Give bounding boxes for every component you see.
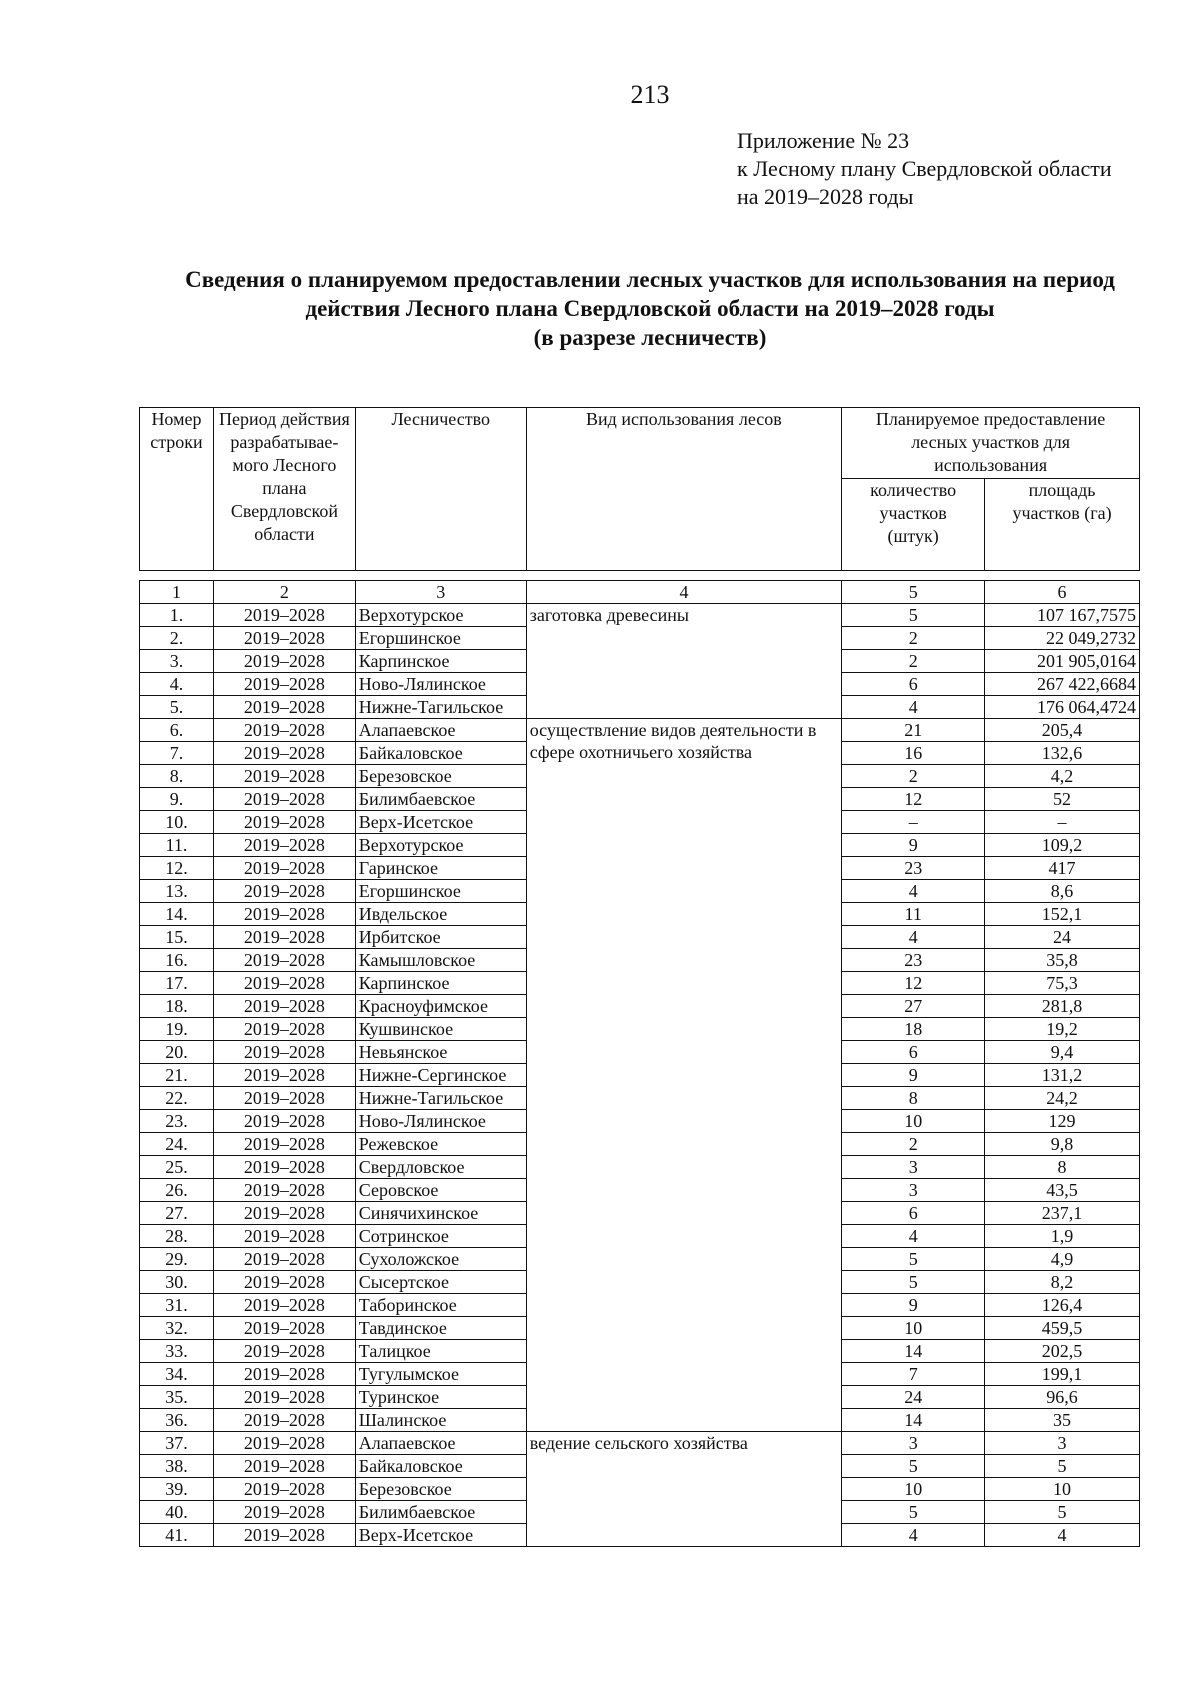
row-number-cell: 14. [140,903,214,926]
area-cell: 5 [985,1455,1140,1478]
period-cell: 2019–2028 [213,1432,355,1455]
period-cell: 2019–2028 [213,1087,355,1110]
count-cell: 5 [842,1271,985,1294]
area-cell: 8,6 [985,880,1140,903]
row-number-cell: 7. [140,742,214,765]
period-cell: 2019–2028 [213,880,355,903]
area-cell: 4,9 [985,1248,1140,1271]
count-cell: 5 [842,1248,985,1271]
forestry-cell: Таборинское [355,1294,526,1317]
row-number-cell: 40. [140,1501,214,1524]
row-number-cell: 35. [140,1386,214,1409]
row-number-cell: 29. [140,1248,214,1271]
header-area: площадь участков (га) [985,479,1140,571]
forestry-cell: Ивдельское [355,903,526,926]
count-cell: 14 [842,1340,985,1363]
table-row [140,604,1140,627]
period-cell: 2019–2028 [213,1524,355,1547]
row-number-cell: 17. [140,972,214,995]
forestry-cell: Карпинское [355,650,526,673]
area-cell: 107 167,7575 [985,604,1140,627]
count-cell: 3 [842,1156,985,1179]
area-cell: 52 [985,788,1140,811]
forestry-cell: Верхотурское [355,604,526,627]
row-number-cell: 12. [140,857,214,880]
row-number-cell: 13. [140,880,214,903]
data-table [139,580,1140,1547]
area-cell: 126,4 [985,1294,1140,1317]
appendix-note [737,127,1112,211]
row-number-cell: 38. [140,1455,214,1478]
count-cell: 6 [842,1041,985,1064]
appendix-line-1: Приложение № 23 [737,128,910,153]
count-cell: 9 [842,1294,985,1317]
row-number-cell: 32. [140,1317,214,1340]
area-cell: 10 [985,1478,1140,1501]
forestry-cell: Серовское [355,1179,526,1202]
forestry-cell: Тавдинское [355,1317,526,1340]
row-number-cell: 34. [140,1363,214,1386]
count-cell: 2 [842,765,985,788]
area-cell: 8,2 [985,1271,1140,1294]
period-cell: 2019–2028 [213,1363,355,1386]
forestry-cell: Карпинское [355,972,526,995]
row-number-cell: 23. [140,1110,214,1133]
count-cell: 14 [842,1409,985,1432]
area-cell: 131,2 [985,1064,1140,1087]
area-cell: 19,2 [985,1018,1140,1041]
count-cell: 4 [842,926,985,949]
count-cell: 23 [842,857,985,880]
area-cell: – [985,811,1140,834]
column-number: 6 [985,581,1140,604]
forestry-cell: Талицкое [355,1340,526,1363]
forestry-cell: Кушвинское [355,1018,526,1041]
forestry-cell: Байкаловское [355,1455,526,1478]
header-row-number: Номер строки [140,408,214,571]
row-number-cell: 20. [140,1041,214,1064]
forestry-cell: Сотринское [355,1225,526,1248]
area-cell: 4 [985,1524,1140,1547]
period-cell: 2019–2028 [213,1041,355,1064]
area-cell: 22 049,2732 [985,627,1140,650]
count-cell: 11 [842,903,985,926]
period-cell: 2019–2028 [213,1179,355,1202]
count-cell: 4 [842,1524,985,1547]
count-cell: 23 [842,949,985,972]
forestry-cell: Березовское [355,1478,526,1501]
area-cell: 201 905,0164 [985,650,1140,673]
forestry-cell: Нижне-Тагильское [355,1087,526,1110]
row-number-cell: 11. [140,834,214,857]
row-number-cell: 28. [140,1225,214,1248]
forestry-cell: Шалинское [355,1409,526,1432]
count-cell: 9 [842,834,985,857]
row-number-cell: 33. [140,1340,214,1363]
forestry-cell: Красноуфимское [355,995,526,1018]
period-cell: 2019–2028 [213,1340,355,1363]
period-cell: 2019–2028 [213,1225,355,1248]
header-planned: Планируемое предоставление лесных участков для использования [842,408,1140,479]
forestry-cell: Верх-Исетское [355,811,526,834]
row-number-cell: 26. [140,1179,214,1202]
area-cell: 35,8 [985,949,1140,972]
row-number-cell: 3. [140,650,214,673]
table-body [140,581,1140,1547]
row-number-cell: 1. [140,604,214,627]
row-number-cell: 4. [140,673,214,696]
period-cell: 2019–2028 [213,811,355,834]
row-number-cell: 21. [140,1064,214,1087]
area-cell: 5 [985,1501,1140,1524]
usage-type-cell: заготовка древесины [526,604,842,719]
period-cell: 2019–2028 [213,1202,355,1225]
forestry-cell: Гаринское [355,857,526,880]
area-cell: 281,8 [985,995,1140,1018]
count-cell: 3 [842,1432,985,1455]
count-cell: – [842,811,985,834]
period-cell: 2019–2028 [213,857,355,880]
period-cell: 2019–2028 [213,788,355,811]
row-number-cell: 19. [140,1018,214,1041]
title-line-3: (в разрезе лесничеств) [533,325,767,350]
count-cell: 16 [842,742,985,765]
forestry-cell: Верх-Исетское [355,1524,526,1547]
forestry-cell: Егоршинское [355,627,526,650]
area-cell: 35 [985,1409,1140,1432]
column-number: 3 [355,581,526,604]
area-cell: 75,3 [985,972,1140,995]
forestry-cell: Сухоложское [355,1248,526,1271]
column-number: 2 [213,581,355,604]
period-cell: 2019–2028 [213,1478,355,1501]
row-number-cell: 37. [140,1432,214,1455]
forestry-cell: Режевское [355,1133,526,1156]
period-cell: 2019–2028 [213,1386,355,1409]
row-number-cell: 18. [140,995,214,1018]
area-cell: 132,6 [985,742,1140,765]
period-cell: 2019–2028 [213,1409,355,1432]
area-cell: 1,9 [985,1225,1140,1248]
area-cell: 176 064,4724 [985,696,1140,719]
appendix-line-3: на 2019–2028 годы [737,184,914,209]
document-title [150,265,1150,352]
period-cell: 2019–2028 [213,719,355,742]
row-number-cell: 31. [140,1294,214,1317]
header-forestry: Лесничество [355,408,526,571]
table-row [140,719,1140,742]
area-cell: 267 422,6684 [985,673,1140,696]
appendix-line-2: к Лесному плану Свердловской области [737,156,1112,181]
period-cell: 2019–2028 [213,1064,355,1087]
period-cell: 2019–2028 [213,995,355,1018]
count-cell: 5 [842,1455,985,1478]
row-number-cell: 15. [140,926,214,949]
period-cell: 2019–2028 [213,1133,355,1156]
usage-type-cell: осуществление видов деятельности в сфере охотничьего хозяйства [526,719,842,1432]
area-cell: 24,2 [985,1087,1140,1110]
count-cell: 9 [842,1064,985,1087]
forestry-cell: Синячихинское [355,1202,526,1225]
table-row [140,1432,1140,1455]
forestry-cell: Невьянское [355,1041,526,1064]
count-cell: 24 [842,1386,985,1409]
forestry-cell: Ново-Лялинское [355,673,526,696]
count-cell: 18 [842,1018,985,1041]
count-cell: 4 [842,880,985,903]
count-cell: 6 [842,1202,985,1225]
count-cell: 7 [842,1363,985,1386]
table-header [139,407,1140,571]
usage-type-cell: ведение сельского хозяйства [526,1432,842,1547]
forestry-cell: Туринское [355,1386,526,1409]
column-number: 5 [842,581,985,604]
header-count: количество участков (штук) [842,479,985,571]
count-cell: 10 [842,1478,985,1501]
area-cell: 459,5 [985,1317,1140,1340]
period-cell: 2019–2028 [213,1271,355,1294]
header-usage-type: Вид использования лесов [526,408,842,571]
forestry-cell: Свердловское [355,1156,526,1179]
row-number-cell: 9. [140,788,214,811]
period-cell: 2019–2028 [213,903,355,926]
count-cell: 10 [842,1317,985,1340]
area-cell: 129 [985,1110,1140,1133]
column-number: 4 [526,581,842,604]
period-cell: 2019–2028 [213,696,355,719]
row-number-cell: 5. [140,696,214,719]
area-cell: 237,1 [985,1202,1140,1225]
count-cell: 2 [842,1133,985,1156]
count-cell: 6 [842,673,985,696]
row-number-cell: 27. [140,1202,214,1225]
count-cell: 12 [842,788,985,811]
forestry-cell: Ирбитское [355,926,526,949]
count-cell: 4 [842,1225,985,1248]
period-cell: 2019–2028 [213,650,355,673]
area-cell: 202,5 [985,1340,1140,1363]
area-cell: 4,2 [985,765,1140,788]
forestry-cell: Березовское [355,765,526,788]
period-cell: 2019–2028 [213,673,355,696]
period-cell: 2019–2028 [213,765,355,788]
row-number-cell: 39. [140,1478,214,1501]
count-cell: 3 [842,1179,985,1202]
forestry-cell: Сысертское [355,1271,526,1294]
count-cell: 2 [842,627,985,650]
row-number-cell: 30. [140,1271,214,1294]
period-cell: 2019–2028 [213,1501,355,1524]
area-cell: 9,4 [985,1041,1140,1064]
row-number-cell: 6. [140,719,214,742]
area-cell: 205,4 [985,719,1140,742]
period-cell: 2019–2028 [213,1317,355,1340]
row-number-cell: 10. [140,811,214,834]
period-cell: 2019–2028 [213,949,355,972]
period-cell: 2019–2028 [213,627,355,650]
forestry-cell: Алапаевское [355,719,526,742]
period-cell: 2019–2028 [213,742,355,765]
forestry-cell: Тугулымское [355,1363,526,1386]
count-cell: 12 [842,972,985,995]
row-number-cell: 2. [140,627,214,650]
forestry-cell: Егоршинское [355,880,526,903]
forestry-cell: Алапаевское [355,1432,526,1455]
forestry-cell: Камышловское [355,949,526,972]
period-cell: 2019–2028 [213,834,355,857]
area-cell: 417 [985,857,1140,880]
row-number-cell: 8. [140,765,214,788]
area-cell: 8 [985,1156,1140,1179]
period-cell: 2019–2028 [213,1455,355,1478]
forestry-cell: Байкаловское [355,742,526,765]
area-cell: 9,8 [985,1133,1140,1156]
forestry-cell: Нижне-Сергинское [355,1064,526,1087]
period-cell: 2019–2028 [213,604,355,627]
area-cell: 152,1 [985,903,1140,926]
period-cell: 2019–2028 [213,1110,355,1133]
row-number-cell: 25. [140,1156,214,1179]
count-cell: 5 [842,604,985,627]
forestry-cell: Верхотурское [355,834,526,857]
period-cell: 2019–2028 [213,1248,355,1271]
page-number: 213 [630,80,670,109]
title-line-2: действия Лесного плана Свердловской области на 2019–2028 годы [305,296,995,321]
row-number-cell: 16. [140,949,214,972]
column-number: 1 [140,581,214,604]
count-cell: 27 [842,995,985,1018]
row-number-cell: 24. [140,1133,214,1156]
forestry-cell: Билимбаевское [355,788,526,811]
column-number-row [140,581,1140,604]
row-number-cell: 22. [140,1087,214,1110]
count-cell: 10 [842,1110,985,1133]
area-cell: 24 [985,926,1140,949]
period-cell: 2019–2028 [213,1156,355,1179]
row-number-cell: 36. [140,1409,214,1432]
row-number-cell: 41. [140,1524,214,1547]
count-cell: 4 [842,696,985,719]
area-cell: 43,5 [985,1179,1140,1202]
forestry-cell: Нижне-Тагильское [355,696,526,719]
area-cell: 199,1 [985,1363,1140,1386]
count-cell: 5 [842,1501,985,1524]
period-cell: 2019–2028 [213,972,355,995]
count-cell: 2 [842,650,985,673]
title-line-1: Сведения о планируемом предоставлении лесных участков для использования на период [185,267,1115,292]
forestry-cell: Ново-Лялинское [355,1110,526,1133]
area-cell: 3 [985,1432,1140,1455]
count-cell: 8 [842,1087,985,1110]
count-cell: 21 [842,719,985,742]
area-cell: 96,6 [985,1386,1140,1409]
area-cell: 109,2 [985,834,1140,857]
header-period: Период действия разрабатывае-мого Лесного плана Свердловской области [213,408,355,571]
period-cell: 2019–2028 [213,1294,355,1317]
period-cell: 2019–2028 [213,926,355,949]
forestry-cell: Билимбаевское [355,1501,526,1524]
period-cell: 2019–2028 [213,1018,355,1041]
